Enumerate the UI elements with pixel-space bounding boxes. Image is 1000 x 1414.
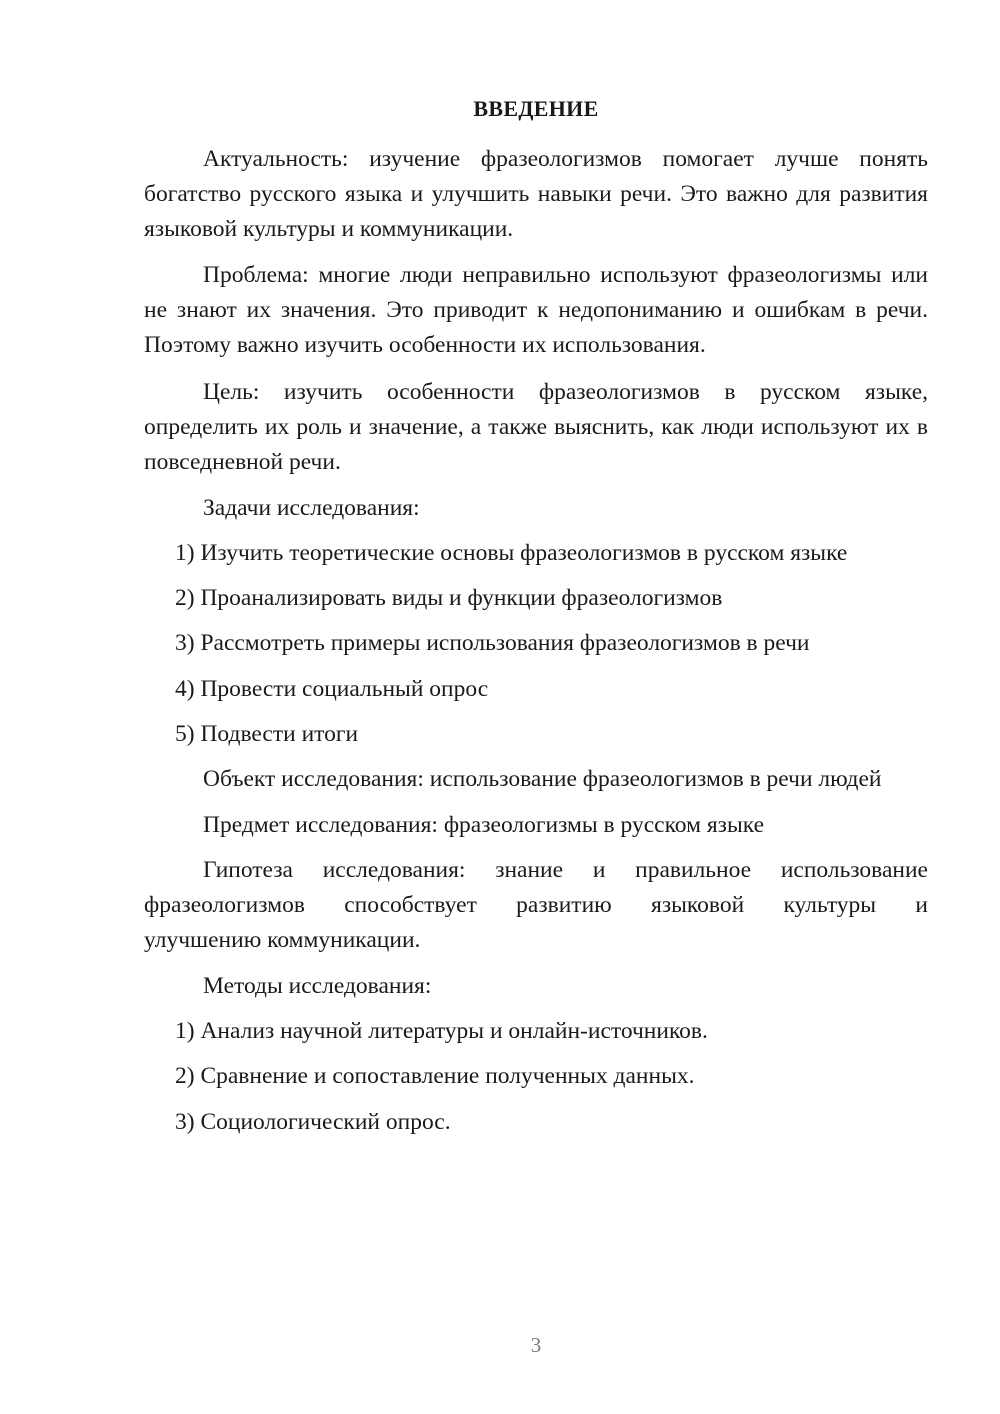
hypothesis-line-1 [203,853,928,888]
hypothesis-word: использование [780,857,928,883]
task-item: 4) Провести социальный опрос [175,676,489,702]
hypothesis-word: способствует [344,892,477,918]
hypothesis-word: Гипотеза [203,857,293,883]
hypothesis-word: фразеологизмов [144,892,305,918]
hypothesis-line-2 [144,888,928,923]
hypothesis-word: развитию [516,892,612,918]
hypothesis-word: исследования: [322,857,466,883]
method-item: 2) Сравнение и сопоставление полученных данных. [175,1063,695,1089]
hypothesis-word: правильное [635,857,752,883]
method-item: 1) Анализ научной литературы и онлайн-источников. [175,1018,708,1044]
subject-line: Предмет исследования: фразеологизмы в русском языке [203,812,764,838]
page-title: ВВЕДЕНИЕ [473,96,599,121]
page-number: 3 [530,1333,542,1357]
object-line: Объект исследования: использование фразеологизмов в речи людей [203,766,882,792]
problem-paragraph: Проблема: многие люди неправильно используют фразеологизмы или не знают их значения. Это приводит к недопониманию и ошибкам в речи. Поэтому важно изучить особенности их использования. [144,262,928,358]
hypothesis-word: культуры [783,892,877,918]
hypothesis-word: и [915,892,928,918]
task-item: 2) Проанализировать виды и функции фразеологизмов [175,585,723,611]
goal-paragraph: Цель: изучить особенности фразеологизмов в русском языке, определить их роль и значение, а также выяснить, как люди используют их в повседневной речи. [144,379,928,475]
hypothesis-word: языковой [651,892,745,918]
methods-heading: Методы исследования: [203,973,432,999]
hypothesis-word: знание [495,857,564,883]
tasks-heading: Задачи исследования: [203,495,420,521]
hypothesis-line-3: улучшению коммуникации. [144,927,421,953]
hypothesis-word: и [592,857,606,883]
task-item: 5) Подвести итоги [175,721,359,747]
relevance-paragraph: Актуальность: изучение фразеологизмов помогает лучше понять богатство русского языка и улучшить навыки речи. Это важно для развития языковой культуры и коммуникации. [144,146,928,242]
method-item: 3) Социологический опрос. [175,1109,451,1135]
task-item: 1) Изучить теоретические основы фразеологизмов в русском языке [175,540,848,566]
task-item: 3) Рассмотреть примеры использования фразеологизмов в речи [175,630,810,656]
